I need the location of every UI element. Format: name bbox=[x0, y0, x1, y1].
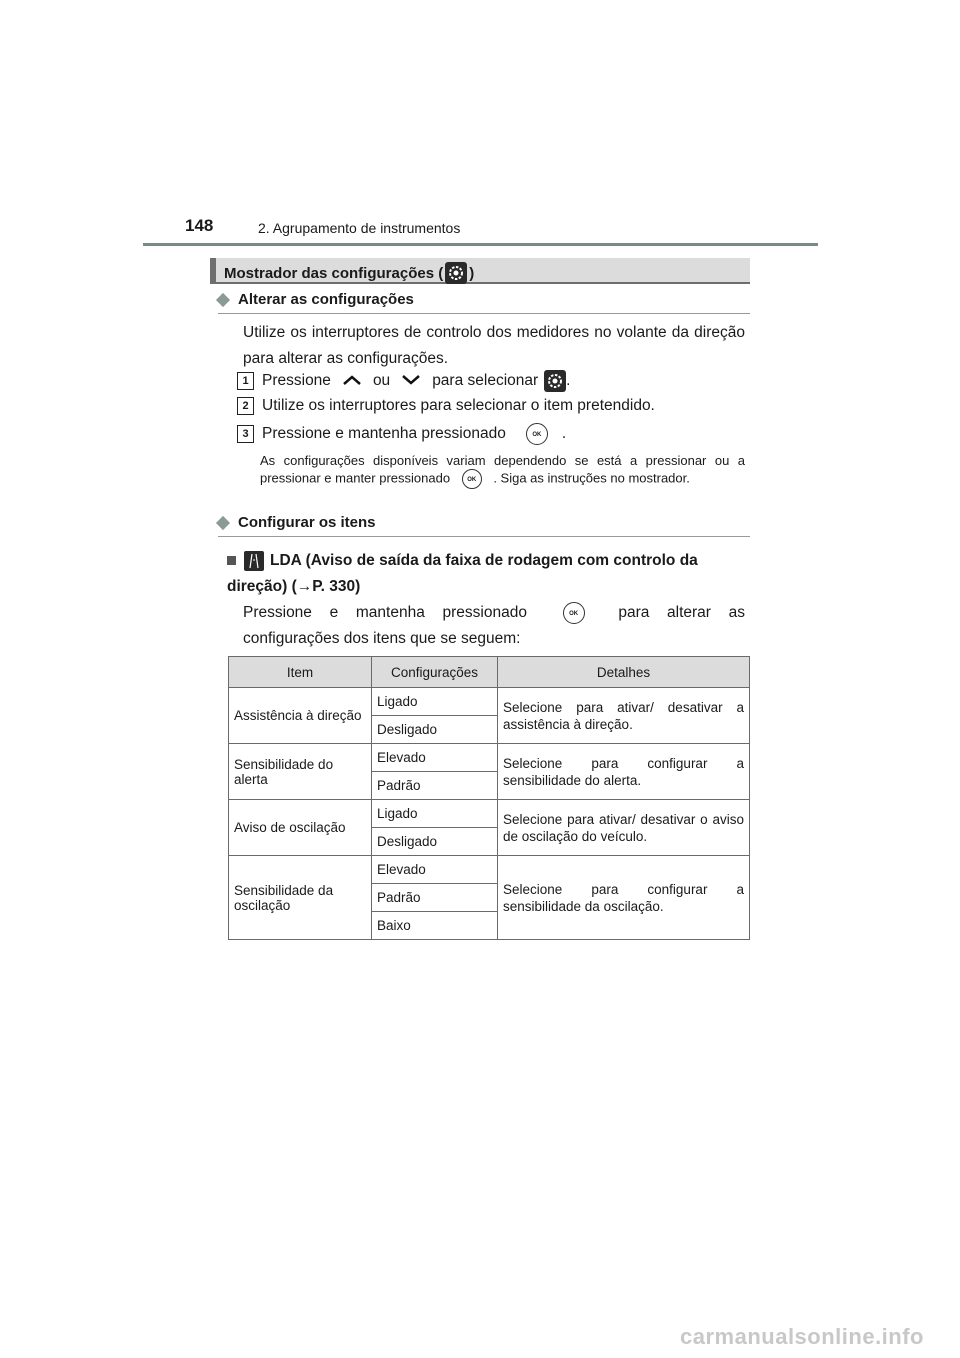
diamond-bullet-icon bbox=[216, 515, 230, 529]
page-number: 148 bbox=[185, 216, 214, 235]
note-before: As configurações disponíveis variam dependendo se está a pressionar ou a pressionar e manter pressionado bbox=[260, 453, 745, 486]
configure-items-heading bbox=[214, 514, 376, 531]
item-cell: Assistência à direção bbox=[229, 688, 372, 744]
header-item: Item bbox=[229, 657, 372, 688]
note-text bbox=[260, 452, 745, 489]
sub-rule bbox=[218, 313, 750, 314]
config-cell: Baixo bbox=[372, 912, 498, 940]
note-after: . Siga as instruções no mostrador. bbox=[493, 470, 690, 486]
details-cell: Selecione para ativar/ desativar a assistência à direção. bbox=[498, 688, 750, 744]
table-row bbox=[229, 688, 750, 716]
section-title bbox=[224, 262, 474, 284]
header-configuracoes: Configurações bbox=[372, 657, 498, 688]
ok-button-icon: OK bbox=[462, 469, 482, 489]
lda-item-title bbox=[227, 548, 745, 600]
item-cell: Aviso de oscilação bbox=[229, 800, 372, 856]
lda-item-title-text: LDA (Aviso de saída da faixa de rodagem com controlo da direção) (→P. 330) bbox=[227, 552, 698, 595]
chevron-up-icon bbox=[343, 372, 361, 390]
step-text: Pressione e mantenha pressionado bbox=[262, 425, 506, 442]
ok-button-icon: OK bbox=[526, 423, 548, 445]
config-cell: Elevado bbox=[372, 744, 498, 772]
sub-rule bbox=[218, 536, 750, 537]
ok-button-icon: OK bbox=[563, 602, 585, 624]
watermark: carmanualsonline.info bbox=[680, 1324, 924, 1349]
gear-icon bbox=[544, 370, 566, 392]
step-end: . bbox=[566, 372, 571, 389]
chapter-title: 2. Agrupamento de instrumentos bbox=[258, 220, 461, 236]
item-cell: Sensibilidade do alerta bbox=[229, 744, 372, 800]
step-text-or: ou bbox=[372, 372, 391, 389]
step-3 bbox=[237, 423, 566, 445]
change-settings-heading bbox=[214, 291, 414, 308]
configure-items-heading-text: Configurar os itens bbox=[238, 514, 376, 531]
item-desc-before: Pressione e mantenha pressionado bbox=[243, 604, 527, 621]
step-number: 2 bbox=[237, 397, 254, 415]
config-cell: Padrão bbox=[372, 772, 498, 800]
settings-table bbox=[228, 656, 750, 940]
config-cell: Ligado bbox=[372, 688, 498, 716]
config-cell: Padrão bbox=[372, 884, 498, 912]
step-end: . bbox=[561, 425, 567, 442]
table-row bbox=[229, 856, 750, 884]
step-number: 1 bbox=[237, 372, 254, 390]
step-number: 3 bbox=[237, 425, 254, 443]
step-text: Utilize os interruptores para selecionar o item pretendido. bbox=[262, 397, 655, 414]
lda-item-desc bbox=[243, 600, 745, 652]
section-title-prefix: Mostrador das configurações ( bbox=[224, 264, 444, 282]
header-rule bbox=[143, 243, 818, 246]
table-row bbox=[229, 800, 750, 828]
details-cell: Selecione para configurar a sensibilidade da oscilação. bbox=[498, 856, 750, 940]
config-cell: Elevado bbox=[372, 856, 498, 884]
config-cell: Desligado bbox=[372, 828, 498, 856]
lda-icon bbox=[244, 551, 264, 571]
chevron-down-icon bbox=[402, 372, 420, 390]
header-detalhes: Detalhes bbox=[498, 657, 750, 688]
gear-icon bbox=[445, 262, 467, 284]
config-cell: Desligado bbox=[372, 716, 498, 744]
intro-text: Utilize os interruptores de controlo dos medidores no volante da direção para alterar as configurações. bbox=[243, 324, 745, 367]
step-2 bbox=[237, 397, 655, 415]
step-text: Pressione bbox=[262, 372, 331, 389]
item-cell: Sensibilidade da oscilação bbox=[229, 856, 372, 940]
section-title-suffix: ) bbox=[469, 264, 475, 282]
change-settings-heading-text: Alterar as configurações bbox=[238, 291, 414, 308]
diamond-bullet-icon bbox=[216, 292, 230, 306]
config-cell: Ligado bbox=[372, 800, 498, 828]
step-1 bbox=[237, 370, 570, 392]
table-header-row bbox=[229, 657, 750, 688]
step-text: para selecionar bbox=[432, 372, 539, 389]
table-row bbox=[229, 744, 750, 772]
details-cell: Selecione para ativar/ desativar o aviso de oscilação do veículo. bbox=[498, 800, 750, 856]
square-bullet-icon bbox=[227, 556, 236, 565]
item-desc-after: para alterar as configurações dos itens que se seguem: bbox=[243, 604, 746, 647]
details-cell: Selecione para configurar a sensibilidade do alerta. bbox=[498, 744, 750, 800]
